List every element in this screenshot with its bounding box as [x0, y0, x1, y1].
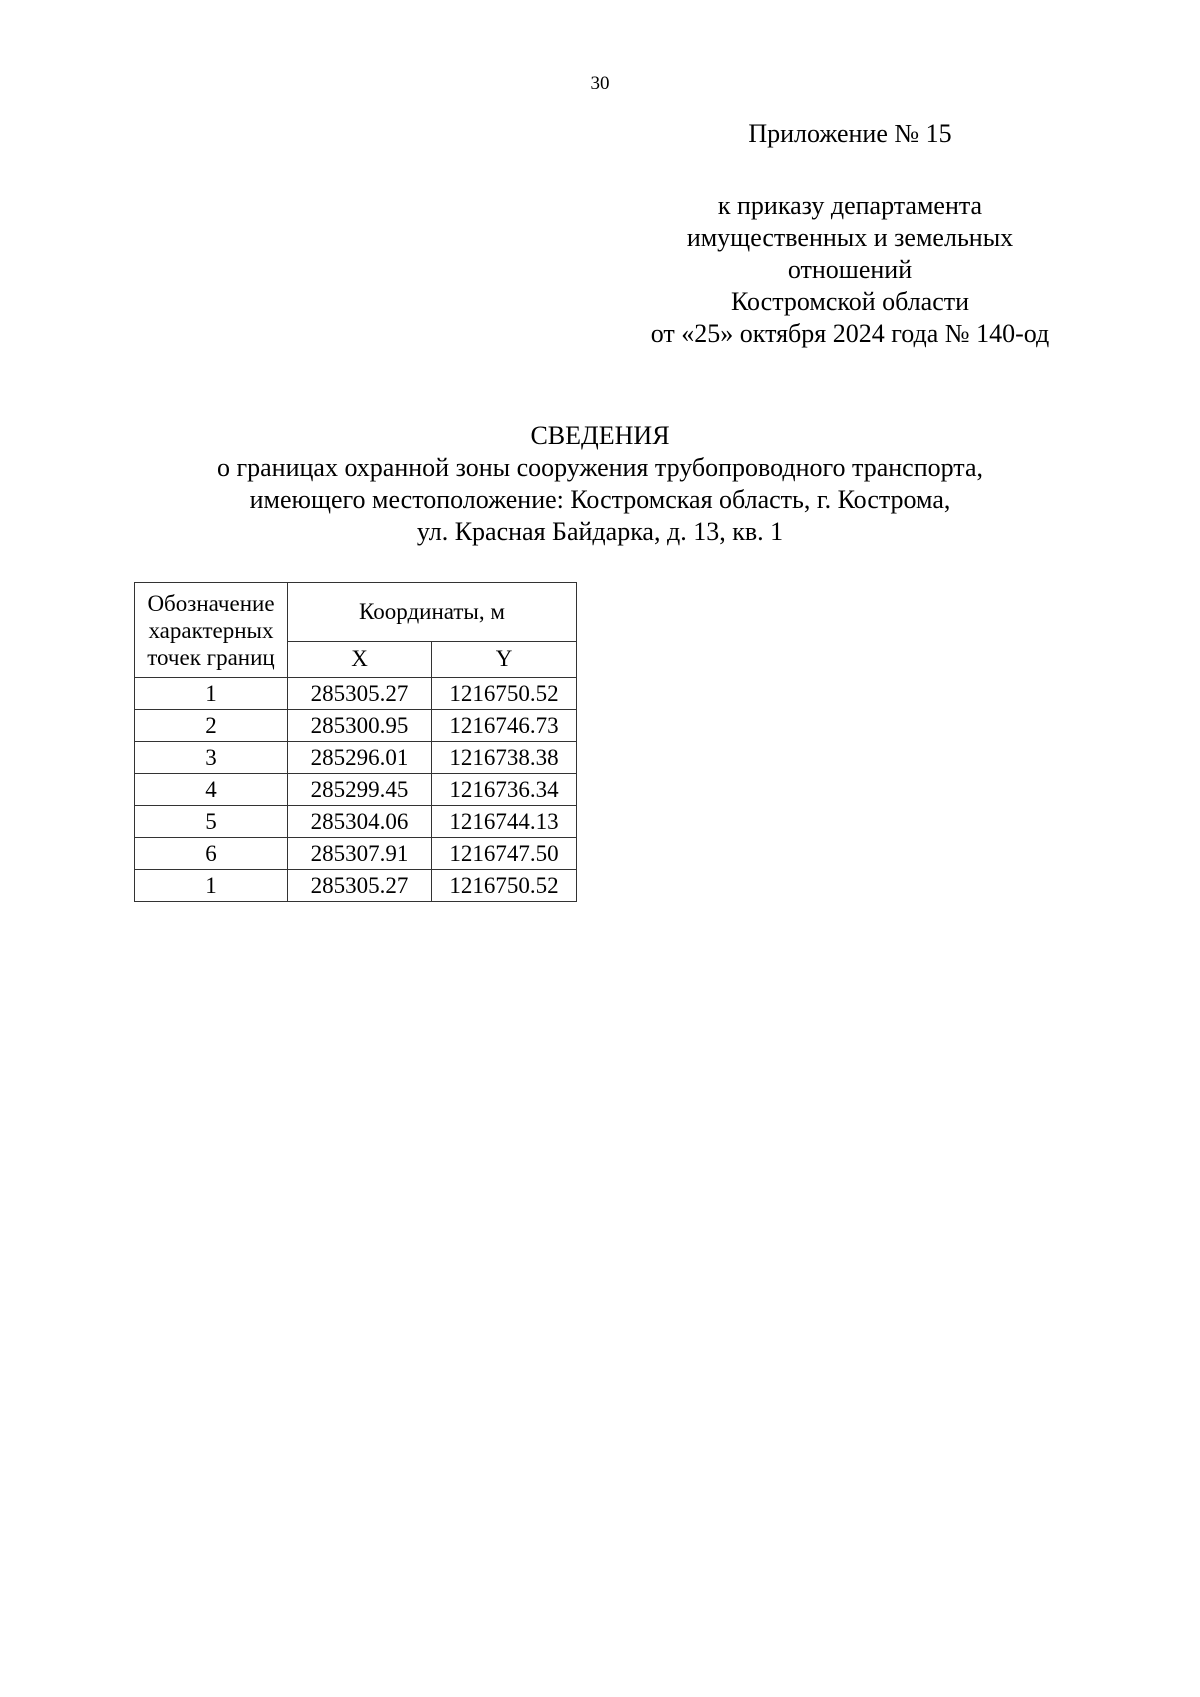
heading-title: СВЕДЕНИЯ [530, 421, 670, 450]
page-number: 30 [590, 73, 610, 94]
header-coordinates: Координаты, м [288, 583, 577, 642]
order-line: имущественных и земельных [686, 223, 1014, 252]
cell-point: 2 [135, 710, 288, 742]
document-heading [100, 420, 1100, 548]
table-row [135, 742, 577, 774]
cell-point: 4 [135, 774, 288, 806]
cell-point: 1 [135, 678, 288, 710]
cell-y: 1216744.13 [432, 806, 577, 838]
table-body [135, 678, 577, 902]
heading-line: имеющего местоположение: Костромская область, г. Кострома, [249, 485, 951, 514]
cell-y: 1216747.50 [432, 838, 577, 870]
cell-y: 1216746.73 [432, 710, 577, 742]
cell-point: 1 [135, 870, 288, 902]
table-row [135, 806, 577, 838]
table-row [135, 774, 577, 806]
table-row [135, 710, 577, 742]
cell-x: 285300.95 [288, 710, 432, 742]
cell-x: 285296.01 [288, 742, 432, 774]
cell-x: 285305.27 [288, 678, 432, 710]
header-point-label: Обозначение характерных точек границ [135, 583, 288, 678]
table-row [135, 870, 577, 902]
header-y: Y [432, 641, 577, 677]
header-x: X [288, 641, 432, 677]
cell-point: 6 [135, 838, 288, 870]
cell-x: 285307.91 [288, 838, 432, 870]
cell-x: 285304.06 [288, 806, 432, 838]
cell-y: 1216738.38 [432, 742, 577, 774]
table-row [135, 678, 577, 710]
order-line: к приказу департамента [717, 191, 983, 220]
cell-x: 285305.27 [288, 870, 432, 902]
order-line: отношений [787, 255, 913, 284]
order-reference [620, 190, 1080, 350]
table-row [135, 838, 577, 870]
appendix-title: Приложение № 15 [748, 119, 952, 148]
cell-point: 3 [135, 742, 288, 774]
cell-y: 1216736.34 [432, 774, 577, 806]
order-line: Костромской области [730, 287, 970, 316]
heading-line: о границах охранной зоны сооружения трубопроводного транспорта, [216, 453, 984, 482]
cell-y: 1216750.52 [432, 870, 577, 902]
cell-y: 1216750.52 [432, 678, 577, 710]
order-line: от «25» октября 2024 года № 140-од [650, 319, 1050, 348]
coordinates-table [134, 582, 577, 902]
cell-x: 285299.45 [288, 774, 432, 806]
cell-point: 5 [135, 806, 288, 838]
heading-line: ул. Красная Байдарка, д. 13, кв. 1 [416, 517, 784, 546]
